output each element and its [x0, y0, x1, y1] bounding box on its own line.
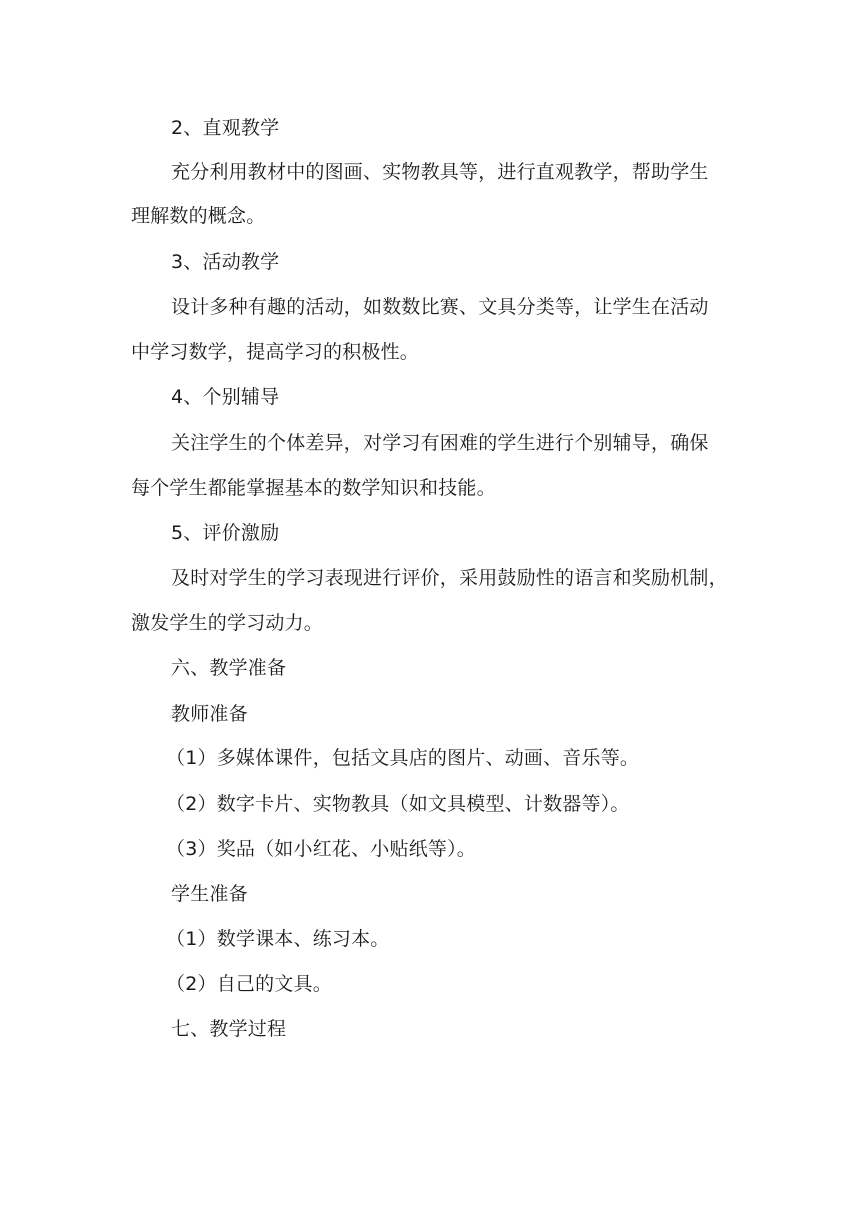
subheading-student-preparation: 学生准备	[171, 883, 248, 905]
list-item: （2）自己的文具。	[166, 973, 332, 995]
heading-intuitive-teaching: 2、直观教学	[171, 117, 280, 139]
paragraph-line: 理解数的概念。	[131, 205, 266, 227]
section-heading-teaching-preparation: 六、教学准备	[171, 657, 287, 679]
heading-activity-teaching: 3、活动教学	[171, 251, 280, 273]
paragraph-line: 设计多种有趣的活动，如数数比赛、文具分类等，让学生在活动	[171, 296, 709, 318]
list-item: （1）数学课本、练习本。	[166, 928, 390, 950]
paragraph-line: 关注学生的个体差异，对学习有困难的学生进行个别辅导，确保	[171, 432, 709, 454]
paragraph-line: 及时对学生的学习表现进行评价，采用鼓励性的语言和奖励机制，	[171, 567, 728, 589]
paragraph-line: 中学习数学，提高学习的积极性。	[131, 341, 420, 363]
paragraph-line: 激发学生的学习动力。	[131, 612, 324, 634]
subheading-teacher-preparation: 教师准备	[171, 703, 248, 725]
paragraph-line: 每个学生都能掌握基本的数学知识和技能。	[131, 477, 496, 499]
heading-individual-tutoring: 4、个别辅导	[171, 386, 280, 408]
paragraph-line: 充分利用教材中的图画、实物教具等，进行直观教学，帮助学生	[171, 161, 709, 183]
heading-evaluation-incentive: 5、评价激励	[171, 522, 280, 544]
list-item: （2）数字卡片、实物教具（如文具模型、计数器等）。	[166, 793, 630, 815]
list-item: （1）多媒体课件，包括文具店的图片、动画、音乐等。	[166, 747, 640, 769]
list-item: （3）奖品（如小红花、小贴纸等）。	[166, 838, 476, 860]
section-heading-teaching-process: 七、教学过程	[171, 1018, 287, 1040]
